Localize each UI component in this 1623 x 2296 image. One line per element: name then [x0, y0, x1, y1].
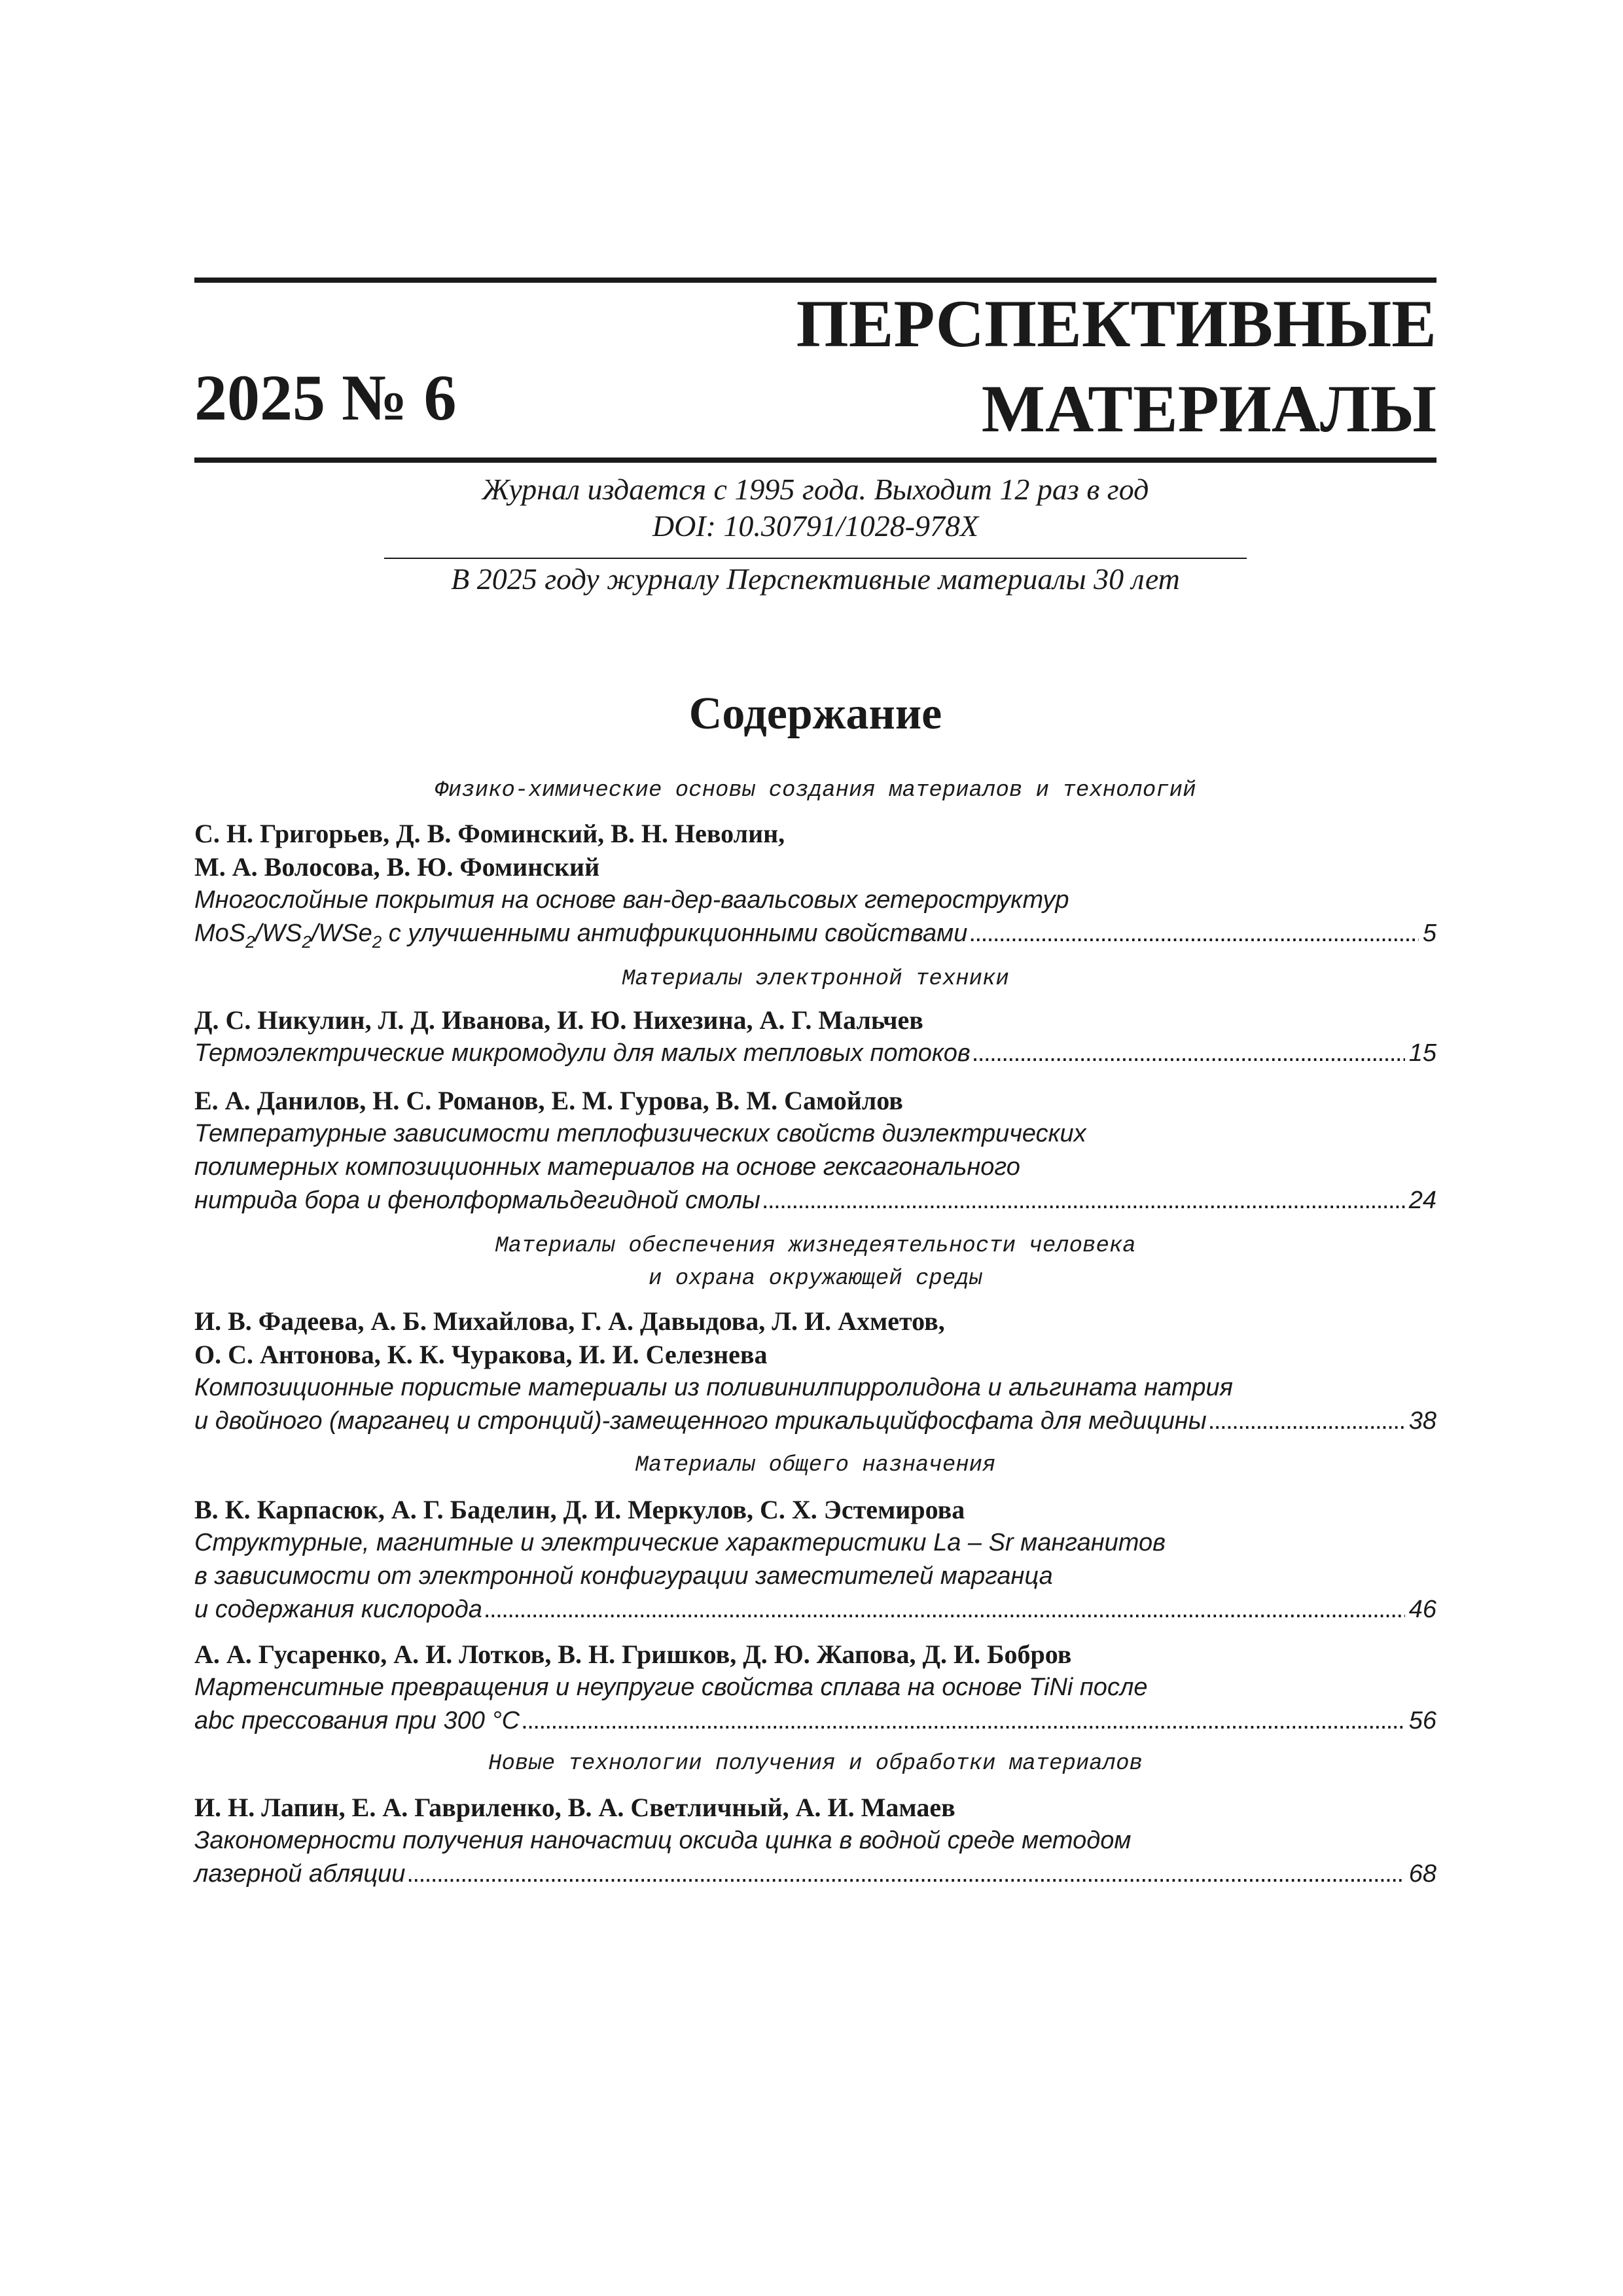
title-text: и содержания кислорода: [194, 1596, 482, 1623]
article-title[interactable]: [194, 1117, 1436, 1217]
title-line: в зависимости от электронной конфигурации заместителей марганца: [194, 1562, 1053, 1590]
journal-title-line-1: ПЕРСПЕКТИВНЫЕ: [796, 287, 1436, 361]
journal-info-frequency: Журнал издается с 1995 года. Выходит 12 раз в год: [482, 473, 1149, 506]
page-number: 68: [1408, 1860, 1436, 1888]
title-last-line: [194, 1593, 1436, 1626]
dot-leader: [1208, 1405, 1405, 1438]
title-line: Структурные, магнитные и электрические характеристики La – Sr манганитов: [194, 1529, 1166, 1556]
authors-line: И. В. Фадеева, А. Б. Михайлова, Г. А. Давыдова, Л. И. Ахметов,: [194, 1306, 945, 1336]
info-divider: [384, 558, 1247, 559]
article-authors: [194, 1791, 1436, 1824]
authors-line: А. А. Гусаренко, А. И. Лотков, В. Н. Гришков, Д. Ю. Жапова, Д. И. Бобров: [194, 1640, 1072, 1669]
title-text: $MoS_2/WS_2/WSe_2$ с улучшенными антифрикционными свойствами: [194, 920, 968, 952]
journal-doi: DOI: 10.30791/1028-978X: [652, 509, 979, 543]
title-text: лазерной абляции: [194, 1860, 406, 1888]
section-heading: Новые технологии получения и обработки материалов: [488, 1751, 1143, 1776]
title-last-line: [194, 917, 1436, 950]
section-heading-continued: и охрана окружающей среды: [648, 1266, 983, 1291]
dot-leader: [969, 917, 1419, 950]
journal-title-line-2: МАТЕРИАЛЫ: [981, 372, 1436, 446]
dot-leader: [972, 1037, 1405, 1070]
article-title[interactable]: [194, 1671, 1436, 1738]
section-heading: Материалы обеспечения жизнедеятельности человека: [495, 1234, 1136, 1259]
title-last-line: [194, 1184, 1436, 1217]
title-line: Мартенситные превращения и неупругие свойства сплава на основе TiNi после: [194, 1674, 1148, 1701]
title-line: Закономерности получения наночастиц оксида цинка в водной среде методом: [194, 1827, 1132, 1854]
page-number: 15: [1408, 1039, 1436, 1067]
title-last-line: [194, 1405, 1436, 1438]
authors-line: С. Н. Григорьев, Д. В. Фоминский, В. Н. Неволин,: [194, 819, 785, 848]
contents-heading: Содержание: [688, 689, 942, 739]
article-authors: [194, 817, 1436, 884]
dot-leader: [484, 1593, 1405, 1626]
page-number: 46: [1408, 1596, 1436, 1623]
title-text: abc прессования при 300 °С: [194, 1707, 520, 1734]
header-bottom-rule: [194, 457, 1436, 463]
page-number: 5: [1422, 920, 1436, 947]
title-text: нитрида бора и фенолформальдегидной смолы: [194, 1187, 760, 1214]
title-line: Температурные зависимости теплофизических свойств диэлектрических: [194, 1120, 1086, 1147]
title-line: полимерных композиционных материалов на основе гексагонального: [194, 1153, 1020, 1181]
journal-title: [796, 281, 1436, 452]
title-last-line: [194, 1037, 1436, 1070]
page-number: 38: [1408, 1407, 1436, 1435]
authors-line: Д. С. Никулин, Л. Д. Иванова, И. Ю. Нихезина, А. Г. Мальчев: [194, 1005, 923, 1035]
title-text: Термоэлектрические микромодули для малых тепловых потоков: [194, 1039, 971, 1067]
authors-line: О. С. Антонова, К. К. Чуракова, И. И. Селезнева: [194, 1340, 768, 1369]
title-text: и двойного (марганец и стронций)-замещенного трикальцийфосфата для медицины: [194, 1407, 1207, 1435]
article-authors: [194, 1304, 1436, 1371]
authors-line: И. Н. Лапин, Е. А. Гавриленко, В. А. Светличный, А. И. Мамаев: [194, 1793, 955, 1822]
section-heading: Физико-химические основы создания материалов и технологий: [435, 778, 1196, 803]
article-title[interactable]: [194, 1824, 1436, 1891]
issue-number: 2025 № 6: [194, 361, 457, 434]
authors-line: М. А. Волосова, В. Ю. Фоминский: [194, 852, 600, 882]
article-authors: [194, 1084, 1436, 1117]
article-title[interactable]: [194, 1037, 1436, 1070]
dot-leader: [406, 1857, 1404, 1891]
dot-leader: [762, 1184, 1405, 1217]
page-number: 56: [1408, 1707, 1436, 1734]
title-last-line: [194, 1704, 1436, 1738]
article-title[interactable]: [194, 884, 1436, 950]
article-title[interactable]: [194, 1526, 1436, 1626]
dot-leader: [521, 1704, 1405, 1738]
title-line: Композиционные пористые материалы из поливинилпирролидона и альгината натрия: [194, 1374, 1233, 1401]
section-heading: Материалы электронной техники: [622, 967, 1009, 992]
authors-line: Е. А. Данилов, Н. С. Романов, Е. М. Гурова, В. М. Самойлов: [194, 1086, 903, 1115]
article-title[interactable]: [194, 1371, 1436, 1438]
article-authors: [194, 1003, 1436, 1037]
section-heading: Материалы общего назначения: [635, 1453, 996, 1478]
title-last-line: [194, 1857, 1436, 1891]
article-authors: [194, 1493, 1436, 1526]
title-line: Многослойные покрытия на основе ван-дер-ваальсовых гетероструктур: [194, 886, 1069, 914]
authors-line: В. К. Карпасюк, А. Г. Баделин, Д. И. Меркулов, С. Х. Эстемирова: [194, 1495, 965, 1524]
page-number: 24: [1408, 1187, 1436, 1214]
anniversary-note: В 2025 году журналу Перспективные материалы 30 лет: [451, 562, 1180, 596]
article-authors: [194, 1638, 1436, 1671]
